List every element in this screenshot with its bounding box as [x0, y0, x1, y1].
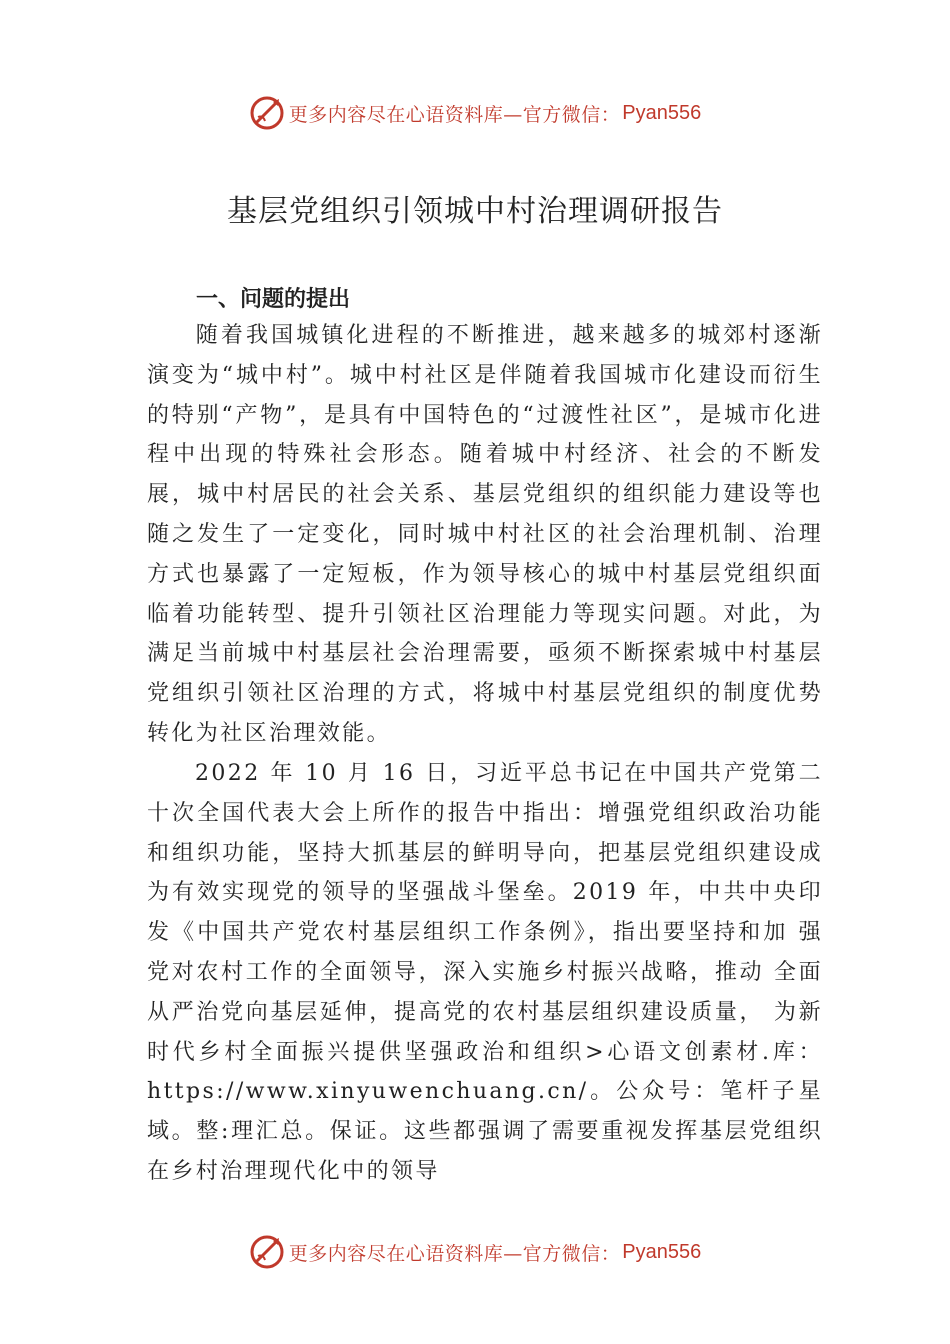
- body-paragraph-1: [147, 316, 823, 754]
- watermark-text: 更多内容尽在心语资料库—官方微信：: [288, 103, 621, 126]
- section-heading: 一、问题的提出: [196, 287, 351, 312]
- watermark-banner-top: [0, 93, 950, 133]
- paragraph-text: 2022 年 10 月 16 日，习近平总书记在中国共产党第二十次全国代表大会上所作的报告中指出：增强党组织政治功能和组织功能，坚持大抓基层的鲜明导向，把基层党组织建设成为有效实现党的领导的坚强战斗堡垒。2019 年，中共中央印发《中国共产党农村基层组织工作条例》，指出要坚持和加 强党对农村工作的全面领导，深入实施乡村振兴战略，推动 全面从严治党向基层延伸，提高党的农村基层组织建设质量， 为新时代乡村全面振兴提供坚强政治和组织>心语文创素材.库：https://www.xinyuwenchuang.cn/。公众号：笔杆子星域。整:理汇总。保证。这些都强调了需要重视发挥基层党组织在乡村治理现代化中的领导: [147, 761, 823, 1184]
- brush-logo-icon: [249, 95, 285, 131]
- body-paragraph-2: [147, 754, 823, 1192]
- watermark-banner-bottom: [0, 1232, 950, 1272]
- paragraph-text: 随着我国城镇化进程的不断推进，越来越多的城郊村逐渐演变为“城中村”。城中村社区是伴随着我国城市化建设而衍生的特别“产物”，是具有中国特色的“过渡性社区”，是城市化进程中出现的特殊社会形态。随着城中村经济、社会的不断发展，城中村居民的社会关系、基层党组织的组织能力建设等也随之发生了一定变化，同时城中村社区的社会治理机制、治理方式也暴露了一定短板，作为领导核心的城中村基层党组织面临着功能转型、提升引领社区治理能力等现实问题。对此，为满足当前城中村基层社会治理需要，亟须不断探索城中村基层党组织引领社区治理的方式，将城中村基层党组织的制度优势转化为社区治理效能。: [147, 323, 823, 746]
- watermark-text: 更多内容尽在心语资料库—官方微信：: [288, 1242, 621, 1265]
- document-title: 基层党组织引领城中村治理调研报告: [227, 194, 723, 229]
- brush-logo-icon: [249, 1234, 285, 1270]
- watermark-wechat-id: Pyan556: [622, 1240, 702, 1263]
- watermark-wechat-id: Pyan556: [622, 101, 702, 124]
